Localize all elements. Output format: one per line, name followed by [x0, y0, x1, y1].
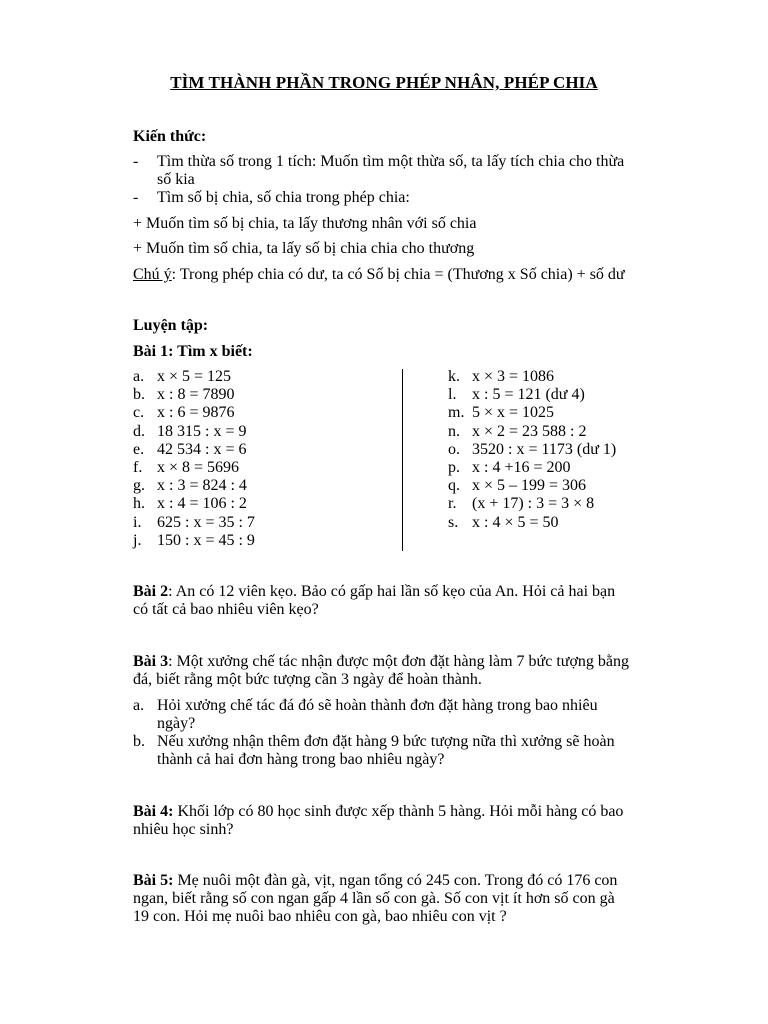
exercise-label: l. — [448, 386, 457, 404]
exercise-label: i. — [133, 513, 142, 531]
exercise-equation: x × 2 = 23 588 : 2 — [472, 422, 587, 440]
note-text: : Trong phép chia có dư, ta có Số bị chia = (Thương x Số chia) + số dư — [171, 266, 625, 283]
exercise-equation: x × 5 – 199 = 306 — [472, 477, 587, 495]
exercise-label: h. — [133, 495, 145, 513]
exercise-equation: 150 : x = 45 : 9 — [157, 531, 255, 549]
exercise-label: c. — [133, 404, 145, 422]
bullet-dash: - — [133, 153, 139, 170]
exercise-equation: x : 4 +16 = 200 — [472, 459, 571, 476]
exercise-equation: x × 5 = 125 — [157, 368, 232, 385]
exercise-label: e. — [133, 440, 145, 458]
knowledge-rule-divisor: + Muốn tìm số chia, ta lấy số bị chia chia cho thương — [133, 240, 475, 257]
column-divider — [402, 369, 403, 551]
exercise-equation: x × 8 = 5696 — [157, 459, 240, 476]
exercise-equation: x : 3 = 824 : 4 — [157, 477, 247, 495]
bai5-label: Bài 5: — [133, 872, 174, 889]
bai5-line-3: 19 con. Hỏi mẹ nuôi bao nhiêu con gà, bao nhiêu con vịt ? — [133, 908, 507, 925]
page-title: TÌM THÀNH PHẦN TRONG PHÉP NHÂN, PHÉP CHIA — [170, 73, 598, 92]
bai3-a-line-1: Hỏi xưởng chế tác đá đó sẽ hoàn thành đơn đặt hàng trong bao nhiêu — [157, 697, 598, 714]
knowledge-note — [133, 266, 625, 284]
exercise-equation: x × 3 = 1086 — [472, 368, 555, 385]
exercise-equation: x : 4 = 106 : 2 — [157, 495, 247, 513]
exercise-label: q. — [448, 477, 460, 495]
exercise-label: s. — [448, 513, 459, 531]
bai2-label: Bài 2 — [133, 583, 169, 600]
bai4-line-2: nhiêu học sinh? — [133, 821, 234, 838]
exercise-equation: (x + 17) : 3 = 3 × 8 — [472, 495, 595, 513]
exercise-label: f. — [133, 459, 143, 476]
exercise-label: p. — [448, 459, 460, 476]
exercise-equation: 625 : x = 35 : 7 — [157, 513, 255, 531]
exercise-equation: 5 × x = 1025 — [472, 404, 555, 422]
exercise-equation: 18 315 : x = 9 — [157, 422, 247, 440]
bai4-label: Bài 4: — [133, 803, 174, 820]
bai3-line-2: đá, biết rằng một bức tượng cần 3 ngày để hoàn thành. — [133, 671, 482, 688]
bullet-dash: - — [133, 189, 139, 206]
bai3-b-line-1: Nếu xưởng nhận thêm đơn đặt hàng 9 bức tượng nữa thì xưởng sẽ hoàn — [157, 733, 615, 750]
exercise-equation: x : 5 = 121 (dư 4) — [472, 386, 585, 404]
exercise-equation: 3520 : x = 1173 (dư 1) — [472, 440, 617, 458]
bai2-line-2: có tất cả bao nhiêu viên kẹo? — [133, 601, 319, 618]
exercise-equation: 42 534 : x = 6 — [157, 440, 247, 458]
bai2-text-1: : An có 12 viên kẹo. Bảo có gấp hai lần số kẹo của An. Hỏi cả hai bạn — [168, 583, 616, 600]
knowledge-bullet-1-line-1: Tìm thừa số trong 1 tích: Muốn tìm một thừa số, ta lấy tích chia cho thừa — [157, 153, 625, 170]
exercise-label: d. — [133, 422, 145, 440]
exercise-equation: x : 6 = 9876 — [157, 404, 235, 422]
exercise-label: r. — [448, 495, 457, 513]
exercise-label: o. — [448, 440, 460, 458]
exercise-label: m. — [448, 404, 465, 422]
bai1-heading: Bài 1: Tìm x biết: — [133, 343, 253, 360]
bai3-text-1: : Một xưởng chế tác nhận được một đơn đặt hàng làm 7 bức tượng bằng — [168, 653, 630, 670]
knowledge-bullet-1-line-2: số kia — [157, 171, 195, 188]
exercise-label: k. — [448, 368, 460, 385]
knowledge-rule-dividend: + Muốn tìm số bị chia, ta lấy thương nhân với số chia — [133, 215, 477, 232]
exercise-equation: x : 4 × 5 = 50 — [472, 513, 559, 531]
exercise-label: n. — [448, 422, 460, 440]
bai3-label: Bài 3 — [133, 653, 169, 670]
bai3-a-label: a. — [133, 697, 145, 714]
exercise-equation: x : 8 = 7890 — [157, 386, 235, 404]
exercise-label: b. — [133, 386, 145, 404]
bai4-line-1 — [133, 803, 623, 821]
knowledge-bullet-2: Tìm số bị chia, số chia trong phép chia: — [157, 189, 410, 206]
note-label: Chú ý — [133, 266, 172, 283]
bai3-line-1 — [133, 653, 629, 671]
bai5-line-1 — [133, 872, 617, 890]
bai3-b-line-2: thành cả hai đơn hàng trong bao nhiêu ngày? — [157, 751, 445, 768]
exercise-label: a. — [133, 368, 145, 385]
knowledge-heading: Kiến thức: — [133, 128, 207, 145]
bai3-a-line-2: ngày? — [157, 715, 196, 732]
bai2-line-1 — [133, 583, 615, 601]
bai5-line-2: ngan, biết rằng số con ngan gấp 4 lần số con gà. Số con vịt ít hơn số con gà — [133, 890, 615, 907]
bai4-text-1: Khối lớp có 80 học sinh được xếp thành 5 hàng. Hỏi mỗi hàng có bao — [173, 803, 624, 820]
exercise-label: j. — [133, 531, 142, 549]
bai5-text-1: Mẹ nuôi một đàn gà, vịt, ngan tổng có 245 con. Trong đó có 176 con — [173, 872, 618, 889]
exercise-label: g. — [133, 477, 145, 495]
bai3-b-label: b. — [133, 733, 145, 750]
practice-heading: Luyện tập: — [133, 317, 209, 334]
